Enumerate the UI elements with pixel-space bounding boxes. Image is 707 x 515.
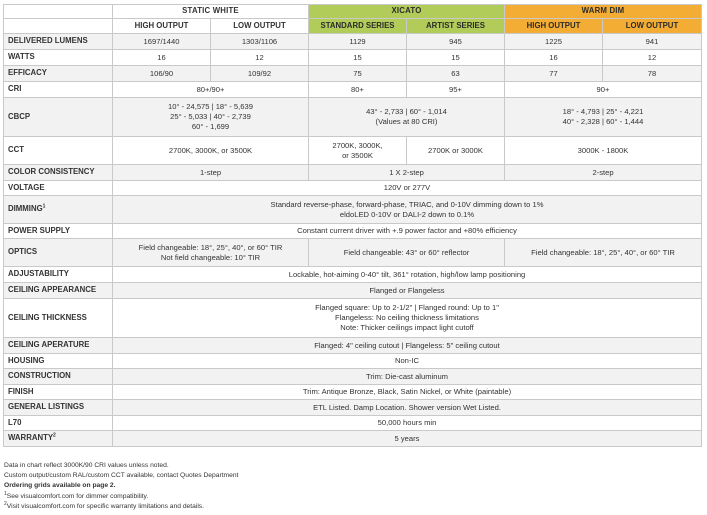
row-ceiling-appearance (4, 283, 702, 299)
header-sub-row (4, 19, 702, 34)
row-voltage (4, 181, 702, 196)
row-label: VOLTAGE (4, 181, 113, 196)
row-cri (4, 82, 702, 98)
cell: 1-step (113, 165, 309, 181)
row-label: WATTS (4, 50, 113, 66)
row-label: HOUSING (4, 354, 113, 369)
row-label: CEILING THICKNESS (4, 299, 113, 338)
note-dimmer-compat (4, 492, 238, 502)
cell: Flanged square: Up to 2-1/2" | Flanged round: Up to 1" Flangeless: No ceiling thickness limitations Note: Thicker ceilings impact light cutoff (113, 299, 702, 338)
row-label: CCT (4, 137, 113, 165)
row-adjustability (4, 267, 702, 283)
cell: 3000K - 1800K (505, 137, 702, 165)
cell: 106/90 (113, 66, 211, 82)
cell: 109/92 (211, 66, 309, 82)
row-l70 (4, 416, 702, 431)
cell: 16 (113, 50, 211, 66)
specifications-table (3, 4, 702, 447)
note-text: See visualcomfort.com for dimmer compatibility. (6, 492, 149, 500)
row-watts (4, 50, 702, 66)
row-cct (4, 137, 702, 165)
cell: 75 (309, 66, 407, 82)
cell: 12 (211, 50, 309, 66)
note-custom-output: Custom output/custom RAL/custom CCT available, contact Quotes Department (4, 472, 239, 480)
cell: 1 X 2-step (309, 165, 505, 181)
cell: Trim: Die-cast aluminum (113, 369, 702, 385)
sub-warm-low-output: LOW OUTPUT (603, 19, 702, 34)
cell: Flanged: 4" ceiling cutout | Flangeless: 5" ceiling cutout (113, 338, 702, 354)
row-optics (4, 239, 702, 267)
row-label: CRI (4, 82, 113, 98)
sub-standard-series: STANDARD SERIES (309, 19, 407, 34)
cell: Non-IC (113, 354, 702, 369)
cell: 2700K or 3000K (407, 137, 505, 165)
cell: 12 (603, 50, 702, 66)
cell: Lockable, hot-aiming 0-40° tilt, 361° rotation, high/low lamp positioning (113, 267, 702, 283)
cell: 15 (407, 50, 505, 66)
row-label: CONSTRUCTION (4, 369, 113, 385)
row-cbcp (4, 98, 702, 137)
row-label: ADJUSTABILITY (4, 267, 113, 283)
row-label: CEILING APERATURE (4, 338, 113, 354)
label-text: WARRANTY (8, 433, 54, 443)
cell: 80+ (309, 82, 407, 98)
label-text: DIMMING (8, 204, 43, 214)
row-color-consistency (4, 165, 702, 181)
cell: 120V or 277V (113, 181, 702, 196)
cell: 941 (603, 34, 702, 50)
row-ceiling-aperature (4, 338, 702, 354)
cell: Field changeable: 18°, 25°, 40°, or 60° TIR Not field changeable: 10° TIR (113, 239, 309, 267)
row-label: POWER SUPPLY (4, 224, 113, 239)
note-data-reflect: Data in chart reflect 3000K/90 CRI values unless noted. (4, 462, 169, 469)
row-ceiling-thickness (4, 299, 702, 338)
cell: 43° - 2,733 | 60° - 1,014 (Values at 80 CRI) (309, 98, 505, 137)
row-efficacy (4, 66, 702, 82)
cell: 15 (309, 50, 407, 66)
cell: 16 (505, 50, 603, 66)
row-label: FINISH (4, 385, 113, 400)
group-warm-dim: WARM DIM (505, 5, 702, 19)
cell: 80+/90+ (113, 82, 309, 98)
row-label: OPTICS (4, 239, 113, 267)
row-construction (4, 369, 702, 385)
row-housing (4, 354, 702, 369)
cell: ETL Listed. Damp Location. Shower version Wet Listed. (113, 400, 702, 416)
row-dimming (4, 196, 702, 224)
cell: 2700K, 3000K, or 3500K (309, 137, 407, 165)
cell: 10° - 24,575 | 18° - 5,639 25° - 5,033 | 40° - 2,739 60° - 1,699 (113, 98, 309, 137)
note-warranty (4, 502, 238, 512)
row-warranty (4, 431, 702, 447)
note-text: Visit visualcomfort.com for specific warranty limitations and details. (6, 502, 205, 510)
footnote-marker: 2 (53, 432, 56, 439)
cell: Trim: Antique Bronze, Black, Satin Nickel, or White (paintable) (113, 385, 702, 400)
cell: 1225 (505, 34, 603, 50)
cell: Field changeable: 18°, 25°, 40°, or 60° TIR (505, 239, 702, 267)
footnotes (4, 461, 238, 512)
row-label: EFFICACY (4, 66, 113, 82)
cell: 1697/1440 (113, 34, 211, 50)
cell: 1129 (309, 34, 407, 50)
group-static-white: STATIC WHITE (113, 5, 309, 19)
cell: 2700K, 3000K, or 3500K (113, 137, 309, 165)
row-label: COLOR CONSISTENCY (4, 165, 113, 181)
sub-low-output: LOW OUTPUT (211, 19, 309, 34)
cell: 78 (603, 66, 702, 82)
cell: 90+ (505, 82, 702, 98)
sub-artist-series: ARTIST SERIES (407, 19, 505, 34)
sub-high-output: HIGH OUTPUT (113, 19, 211, 34)
row-power-supply (4, 224, 702, 239)
cell: 95+ (407, 82, 505, 98)
row-label (4, 431, 113, 447)
footnote-marker: 1 (42, 203, 46, 210)
row-label: CBCP (4, 98, 113, 137)
cell: Flanged or Flangeless (113, 283, 702, 299)
row-general-listings (4, 400, 702, 416)
cell: 1303/1106 (211, 34, 309, 50)
row-label: DELIVERED LUMENS (4, 34, 113, 50)
header-corner-sub (4, 19, 113, 34)
cell: Field changeable: 43° or 60° reflector (309, 239, 505, 267)
row-label: GENERAL LISTINGS (4, 400, 113, 416)
row-delivered-lumens (4, 34, 702, 50)
footnote-marker: 2 (4, 500, 7, 507)
header-group-row (4, 5, 702, 19)
cell: 5 years (113, 431, 702, 447)
sub-warm-high-output: HIGH OUTPUT (505, 19, 603, 34)
cell: 63 (407, 66, 505, 82)
cell: 945 (407, 34, 505, 50)
cell: Standard reverse-phase, forward-phase, TRIAC, and 0-10V dimming down to 1% eldoLED 0-10V or DALI-2 down to 0.1% (113, 196, 702, 224)
note-ordering-grids: Ordering grids available on page 2. (4, 482, 116, 490)
cell: 18° - 4,793 | 25° - 4,221 40° - 2,328 | 60° - 1,444 (505, 98, 702, 137)
cell: 77 (505, 66, 603, 82)
header-corner (4, 5, 113, 19)
cell: 2-step (505, 165, 702, 181)
cell: Constant current driver with +.9 power factor and +80% efficiency (113, 224, 702, 239)
row-finish (4, 385, 702, 400)
cell: 50,000 hours min (113, 416, 702, 431)
row-label (4, 196, 113, 224)
row-label: L70 (4, 416, 113, 431)
footnote-marker: 1 (4, 490, 7, 497)
row-label: CEILING APPEARANCE (4, 283, 113, 299)
group-xicato: XICATO (309, 5, 505, 19)
